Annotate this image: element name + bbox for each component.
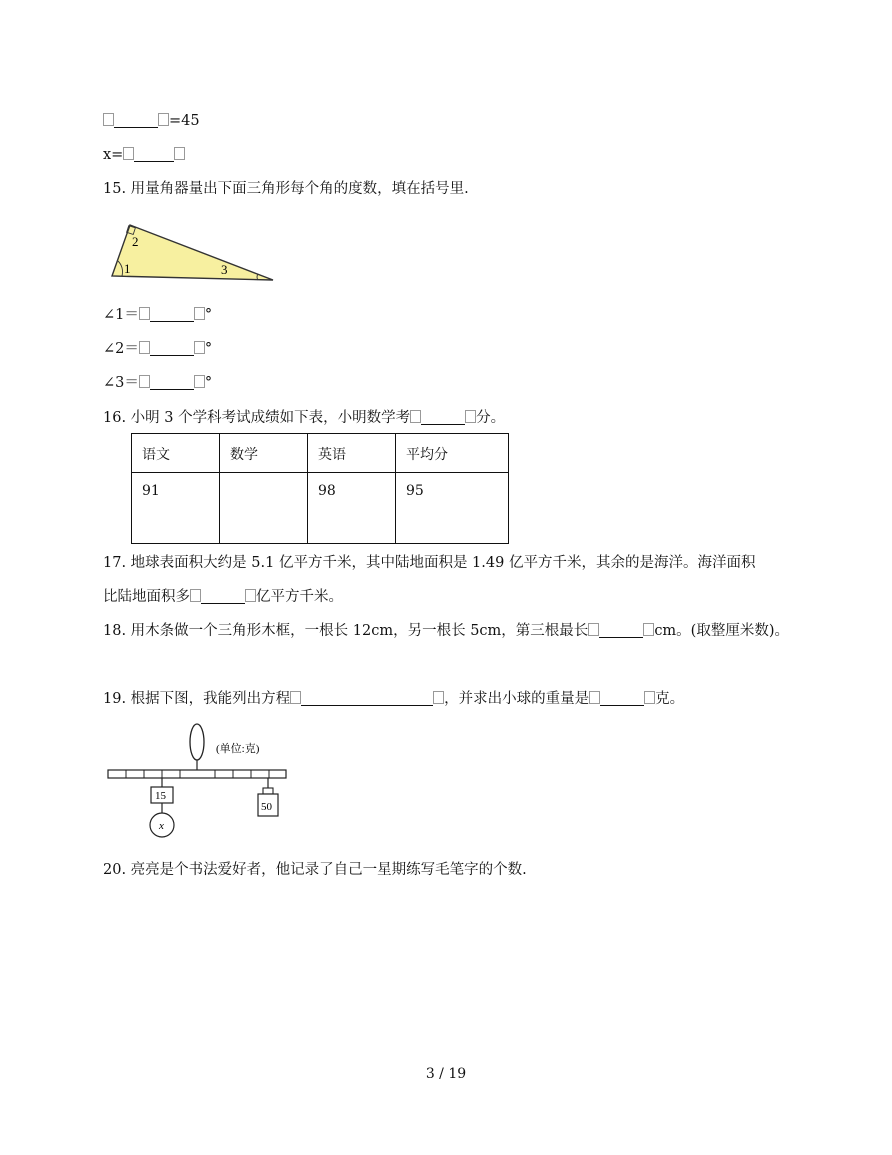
- angle-label: ∠3＝: [103, 375, 139, 391]
- angle-label-1: 1: [124, 261, 131, 276]
- answer-blank[interactable]: [103, 112, 169, 130]
- question-text: 16. 小明 3 个学科考试成绩如下表，小明数学考: [103, 410, 411, 426]
- balance-figure: [104, 722, 290, 842]
- equation-text: =45: [169, 113, 200, 129]
- angle-label: ∠1＝: [103, 307, 139, 323]
- answer-blank[interactable]: [589, 690, 655, 708]
- answer-blank[interactable]: [190, 588, 256, 606]
- triangle-figure: [108, 220, 278, 286]
- page-number: 3 / 19: [425, 1066, 467, 1082]
- question-text: 克。: [655, 691, 685, 707]
- question-text: 比陆地面积多: [103, 589, 190, 605]
- answer-blank[interactable]: [139, 306, 205, 324]
- table-row: [132, 473, 509, 544]
- question-text: 分。: [476, 410, 506, 426]
- answer-blank[interactable]: [410, 409, 476, 427]
- angle-1-answer: [103, 306, 212, 324]
- score-table: [131, 433, 509, 544]
- equation-line-1: [103, 112, 200, 130]
- table-header-row: [132, 434, 509, 473]
- equation-text: x=: [103, 147, 124, 163]
- right-weight-label: 50: [261, 801, 272, 813]
- question-16: [103, 409, 505, 427]
- table-header-cell: 数学: [220, 434, 308, 473]
- answer-blank[interactable]: [123, 146, 185, 164]
- answer-blank[interactable]: [139, 374, 205, 392]
- question-19: [103, 690, 684, 708]
- left-weight-label: 15: [155, 790, 166, 802]
- angle-3-answer: [103, 374, 212, 392]
- equation-blank[interactable]: [290, 690, 444, 708]
- answer-blank[interactable]: [588, 622, 654, 640]
- table-cell: 95: [396, 473, 509, 544]
- degree-symbol: °: [204, 307, 213, 323]
- table-header-cell: 语文: [132, 434, 220, 473]
- angle-label: ∠2＝: [103, 341, 139, 357]
- question-text: cm。(取整厘米数)。: [654, 623, 789, 639]
- ball-label: x: [159, 820, 164, 832]
- table-header-cell: 平均分: [396, 434, 509, 473]
- question-17-line-2: [103, 588, 343, 606]
- right-weight-handle: [263, 788, 273, 794]
- balance-hanger-loop: [190, 724, 204, 760]
- equation-line-2: [103, 146, 185, 164]
- question-text: 18. 用木条做一个三角形木框，一根长 12cm，另一根长 5cm，第三根最长: [103, 623, 589, 639]
- question-text: 19. 根据下图，我能列出方程: [103, 691, 291, 707]
- unit-label: (单位:克): [216, 743, 260, 755]
- degree-symbol: °: [204, 341, 213, 357]
- degree-symbol: °: [204, 375, 213, 391]
- angle-label-3: 3: [221, 262, 228, 277]
- balance-beam: [108, 770, 286, 778]
- question-text: ，并求出小球的重量是: [444, 691, 590, 707]
- question-15: 15. 用量角器量出下面三角形每个角的度数，填在括号里.: [103, 181, 469, 197]
- angle-label-2: 2: [132, 234, 139, 249]
- table-cell: 91: [132, 473, 220, 544]
- table-cell[interactable]: [220, 473, 308, 544]
- table-cell: 98: [308, 473, 396, 544]
- question-20: 20. 亮亮是个书法爱好者，他记录了自己一星期练写毛笔字的个数.: [103, 862, 527, 878]
- answer-blank[interactable]: [139, 340, 205, 358]
- question-17-line-1: 17. 地球表面积大约是 5.1 亿平方千米，其中陆地面积是 1.49 亿平方千米，其余的是海洋。海洋面积: [103, 555, 756, 571]
- question-18: [103, 622, 789, 640]
- table-header-cell: 英语: [308, 434, 396, 473]
- angle-2-answer: [103, 340, 212, 358]
- question-text: 亿平方千米。: [256, 589, 343, 605]
